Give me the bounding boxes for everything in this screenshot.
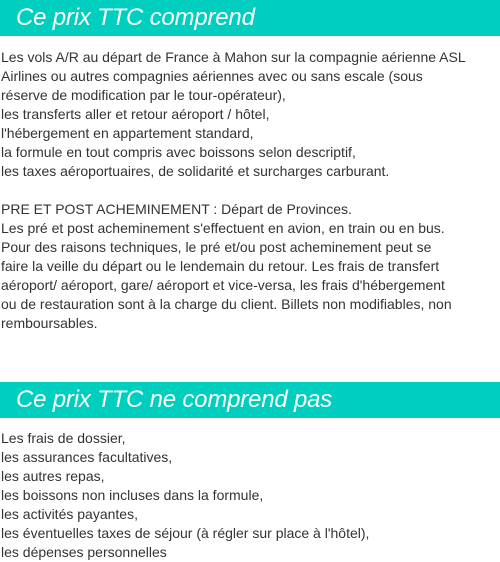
includes-line: Airlines ou autres compagnies aériennes avec ou sans escale (sous (1, 68, 423, 84)
transfer-line: faire la veille du départ ou le lendemain du retour. Les frais de transfert (1, 258, 440, 274)
excludes-line: les autres repas, (1, 468, 105, 484)
excludes-list (0, 429, 500, 562)
transfer-line: PRE ET POST ACHEMINEMENT : Départ de Provinces. (1, 201, 352, 217)
excludes-line: les éventuelles taxes de séjour (à régler sur place à l'hôtel), (1, 525, 370, 541)
transfer-line: Pour des raisons techniques, le pré et/ou post acheminement peut se (1, 239, 432, 255)
excludes-line: les dépenses personnelles (1, 544, 167, 560)
section-title-includes: Ce prix TTC comprend (16, 4, 255, 31)
excludes-line: les boissons non incluses dans la formule, (1, 487, 264, 503)
includes-line: la formule en tout compris avec boissons selon descriptif, (1, 144, 356, 160)
section-title-excludes: Ce prix TTC ne comprend pas (16, 386, 333, 413)
includes-line: l'hébergement en appartement standard, (1, 125, 254, 141)
excludes-line: Les frais de dossier, (1, 430, 126, 446)
includes-line: les transferts aller et retour aéroport / hôtel, (1, 106, 270, 122)
transfer-line: Les pré et post acheminement s'effectuent en avion, en train ou en bus. (1, 220, 445, 236)
transfer-line: aéroport/ aéroport, gare/ aéroport et vice-versa, les frais d'hébergement (1, 277, 445, 293)
transfer-conditions-paragraph (0, 200, 500, 333)
section-header-excludes (0, 382, 500, 418)
section-header-includes (0, 0, 500, 36)
excludes-line: les assurances facultatives, (1, 449, 173, 465)
transfer-line: ou de restauration sont à la charge du client. Billets non modifiables, non (1, 296, 452, 312)
transfer-line: remboursables. (1, 315, 98, 331)
excludes-line: les activités payantes, (1, 506, 138, 522)
includes-line: réserve de modification par le tour-opérateur), (1, 87, 286, 103)
includes-line: Les vols A/R au départ de France à Mahon sur la compagnie aérienne ASL (1, 49, 466, 65)
includes-line: les taxes aéroportuaires, de solidarité et surcharges carburant. (1, 163, 390, 179)
includes-list (0, 48, 500, 181)
